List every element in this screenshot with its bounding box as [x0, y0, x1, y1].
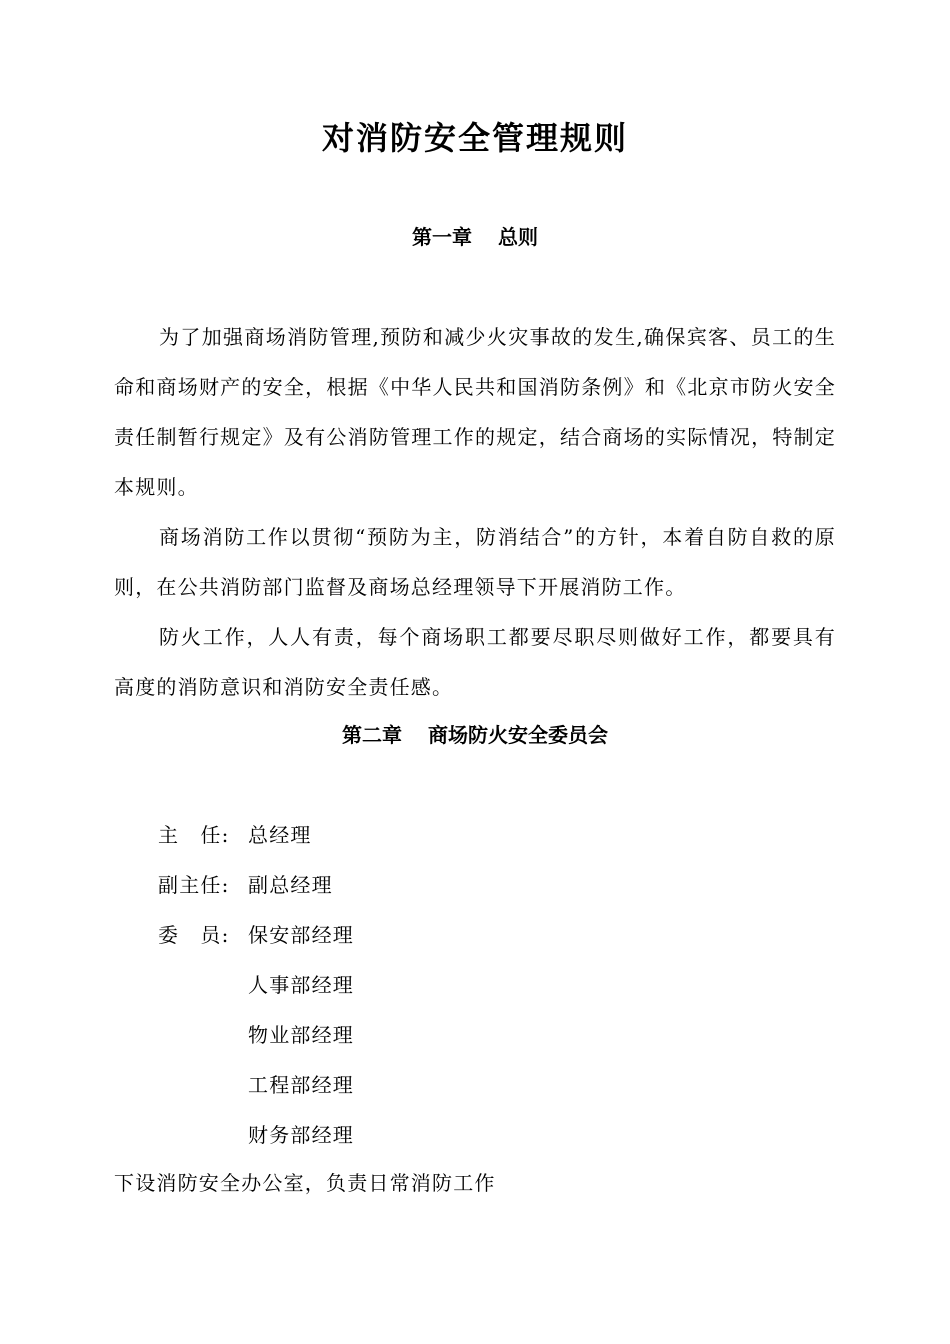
chapter-1-heading	[0, 222, 950, 252]
committee-list	[158, 810, 354, 1160]
committee-row	[158, 910, 354, 960]
office-note: 下设消防安全办公室，负责日常消防工作	[114, 1171, 496, 1195]
committee-role: 委 员:	[158, 923, 230, 947]
committee-role: 副主任:	[158, 873, 230, 897]
committee-row	[158, 1060, 354, 1110]
committee-member: 副总经理	[248, 873, 333, 897]
committee-row	[158, 860, 354, 910]
chapter-2-number: 第二章	[342, 723, 402, 747]
chapter-1-paragraph-1: 为了加强商场消防管理,预防和减少火灾事故的发生,确保宾客、员工的生命和商场财产的安全，根据《中华人民共和国消防条例》和《北京市防火安全责任制暂行规定》及有公消防管理工作的规定，结合商场的实际情况，特制定本规则。	[114, 325, 836, 499]
chapter-1-number: 第一章	[412, 225, 472, 249]
committee-member: 物业部经理	[248, 1023, 354, 1047]
committee-row	[158, 810, 354, 860]
committee-row	[158, 1010, 354, 1060]
chapter-1-paragraph-3: 防火工作，人人有责，每个商场职工都要尽职尽则做好工作，都要具有高度的消防意识和消防安全责任感。	[114, 625, 836, 699]
committee-member: 总经理	[248, 823, 312, 847]
committee-member: 工程部经理	[248, 1073, 354, 1097]
chapter-2-heading	[0, 720, 950, 750]
committee-member: 人事部经理	[248, 973, 354, 997]
chapter-1-paragraph-2: 商场消防工作以贯彻“预防为主，防消结合”的方针，本着自防自救的原则，在公共消防部门监督及商场总经理领导下开展消防工作。	[114, 525, 836, 599]
document-title: 对消防安全管理规则	[321, 119, 628, 157]
committee-role: 主 任:	[158, 823, 230, 847]
committee-member: 财务部经理	[248, 1123, 354, 1147]
committee-row	[158, 1110, 354, 1160]
committee-member: 保安部经理	[248, 923, 354, 947]
chapter-1-name: 总则	[498, 225, 538, 249]
chapter-2-name: 商场防火安全委员会	[428, 723, 608, 747]
committee-row	[158, 960, 354, 1010]
